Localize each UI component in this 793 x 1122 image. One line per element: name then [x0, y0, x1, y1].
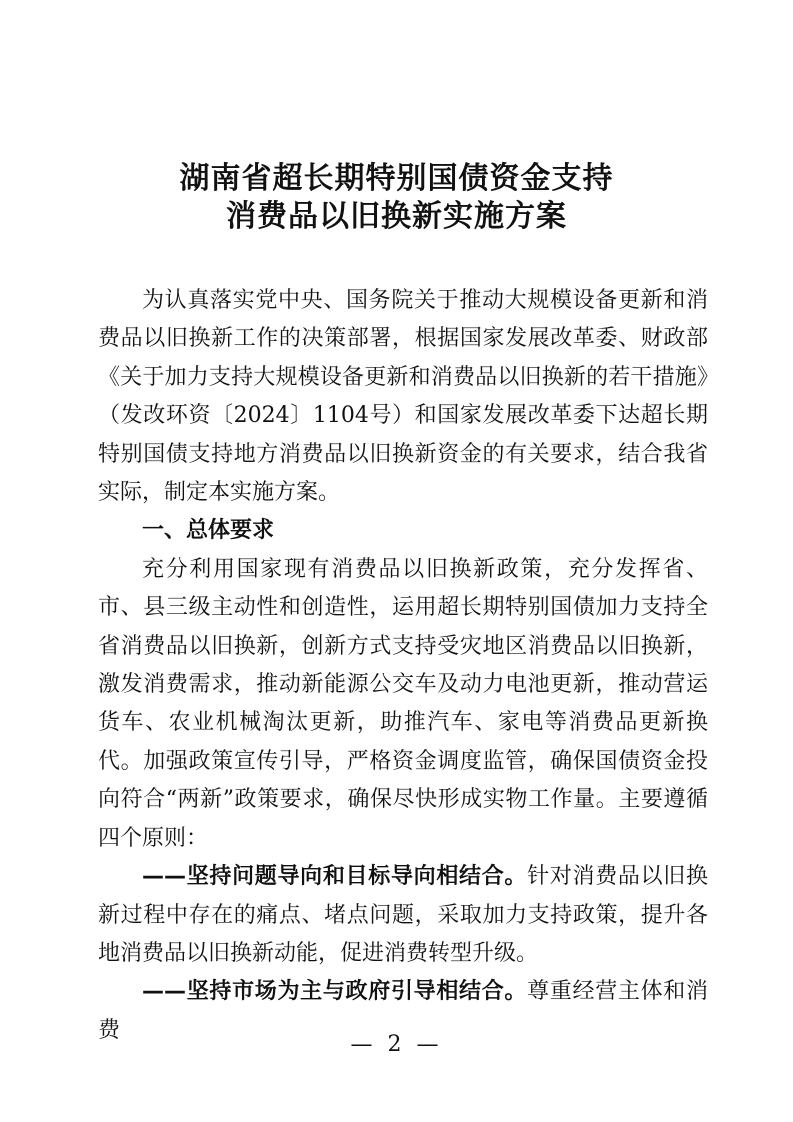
principle-1-lead: ——坚持问题导向和目标导向相结合。: [142, 864, 528, 890]
principle-1-text: 针对消费品以旧换新过程中存在的痛点、堵点问题，采取加力支持政策，提升各地消费品以旧换新动能，促进消费转型升级。: [98, 864, 708, 966]
document-body: [98, 282, 708, 1050]
document-title-line-2: 消费品以旧换新实施方案: [226, 199, 567, 234]
intro-paragraph: 为认真落实党中央、国务院关于推动大规模设备更新和消费品以旧换新工作的决策部署，根据国家发展改革委、财政部《关于加力支持大规模设备更新和消费品以旧换新的若干措施》（发改环资〔2024〕1104号）和国家发展改革委下达超长期特别国债支持地方消费品以旧换新资金的有关要求，结合我省实际，制定本实施方案。: [98, 288, 708, 506]
principle-paragraph-1: [98, 858, 708, 973]
page-number: — 2 —: [350, 1032, 443, 1057]
document-title-line-1: 湖南省超长期特别国债资金支持: [179, 161, 614, 196]
principle-2-text: 尊重经营主体和消费: [98, 979, 708, 1043]
principle-2-lead: ——坚持市场为主与政府引导相结合。: [142, 979, 528, 1005]
section-heading-general-requirements: 一、总体要求: [142, 518, 275, 544]
section-general-requirements-paragraph: 充分利用国家现有消费品以旧换新政策，充分发挥省、市、县三级主动性和创造性，运用超长期特别国债加力支持全省消费品以旧换新，创新方式支持受灾地区消费品以旧换新，激发消费需求，推动新能源公交车及动力电池更新，推动营运货车、农业机械淘汰更新，助推汽车、家电等消费品更新换代。加强政策宣传引导，严格资金调度监管，确保国债资金投向符合“两新”政策要求，确保尽快形成实物工作量。主要遵循四个原则：: [98, 556, 708, 851]
